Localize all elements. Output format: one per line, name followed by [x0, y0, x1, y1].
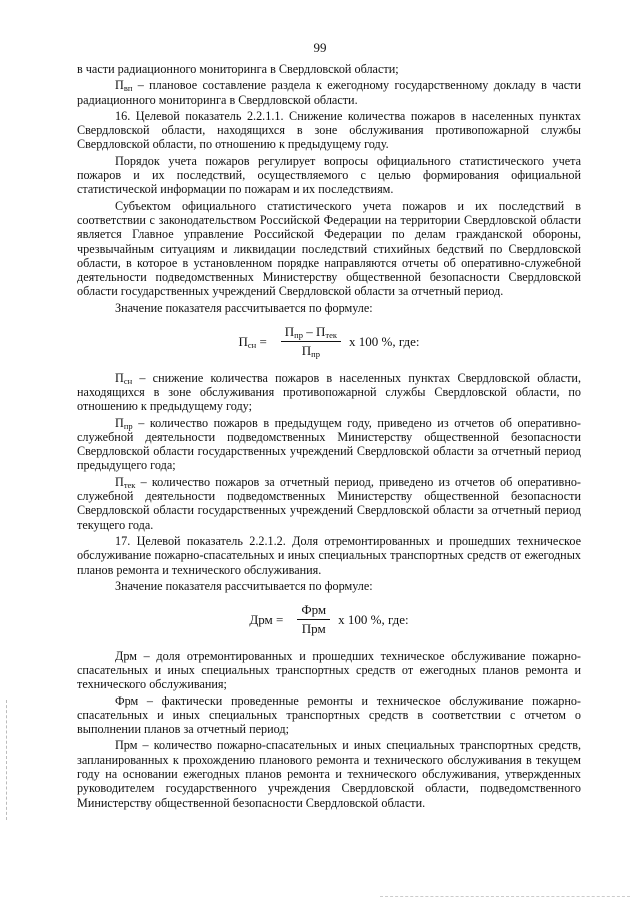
formula-1-numerator: [281, 325, 341, 342]
paragraph-1: в части радиационного мониторинга в Свердловской области;: [77, 62, 399, 76]
paragraph-9: [77, 475, 581, 532]
formula-1-lhs-sub: сн: [247, 339, 257, 350]
paragraph-2: [77, 78, 581, 107]
formula-2-tail: x 100 %, где:: [338, 611, 409, 627]
var-p-vp-sub: вп: [123, 83, 133, 94]
formula-2: [77, 603, 581, 637]
var-p-pr-sub: пр: [123, 420, 133, 431]
formula-2-fraction: [297, 603, 330, 637]
formula-2-lhs: Дрм =: [249, 611, 284, 627]
paragraph-14: Прм – количество пожарно-спасательных и иных специальных транспортных средств, запланированных к прохождению планового ремонта и технического обслуживания в текущем году на основании ежегодных планов ремонта и технического обслуживания, утвержденных руководителем государственного учреждения Свердловской области, подведомственного Министерству общественной безопасности Свердловской области.: [77, 738, 581, 810]
paragraph-8: [77, 416, 581, 473]
page-number: 99: [313, 40, 327, 55]
paragraph-7: [77, 371, 581, 414]
paragraph-5: Субъектом официального статистического учета пожаров и их последствий в соответствии с законодательством Российской Федерации на территории Свердловской области является Главное управление Российской Федерации по делам гражданской обороны, чрезвычайным ситуациям и ликвидации последствий стихийных бедствий по Свердловской области, в которое в установленном порядке направляются отчеты об оперативно-служебной деятельности подведомственных Министерству общественной безопасности Свердловской области государственных учреждений Свердловской области за отчетный период.: [77, 198, 581, 299]
formula-1-num-b-var: П: [315, 324, 326, 340]
document-body: [77, 62, 581, 812]
paragraph-3: 16. Целевой показатель 2.2.1.1. Снижение количества пожаров в населенных пунктах Свердловской области, находящихся в зоне обслуживания противопожарной службы Свердловской области, по отношению к предыдущему году.: [77, 108, 581, 152]
paragraph-4: Порядок учета пожаров регулирует вопросы официального статистического учета пожаров и их последствий, осуществляемого с целью формирования официальной статистической информации по пожарам и их последствиям.: [77, 153, 581, 197]
scan-edge-mark: [6, 700, 8, 820]
var-p-pr: П: [115, 415, 124, 430]
paragraph-12: Дрм – доля отремонтированных и прошедших техническое обслуживание пожарно-спасательных и иных специальных транспортных средств от ежегодных планов ремонта и технического обслуживания;: [77, 648, 581, 692]
formula-1-num-a-var: П: [284, 324, 295, 340]
paragraph-8-text: – количество пожаров в предыдущем году, приведено из отчетов об оперативно-служебной деятельности подведомственных Министерству общественной безопасности Свердловской области государственных учреждений Свердловской области за отчетный период предыдущего года;: [77, 415, 581, 473]
paragraph-10: 17. Целевой показатель 2.2.1.2. Доля отремонтированных и прошедших техническое обслуживание пожарно-спасательных и иных специальных транспортных средств от ежегодных планов ремонта и технического обслуживания.: [77, 533, 581, 577]
var-p-sn-sub: сн: [123, 375, 133, 386]
var-p-vp: П: [115, 78, 124, 93]
scan-bottom-mark: [380, 896, 630, 898]
formula-1-lhs: [238, 335, 266, 349]
formula-1-lhs-var: П: [238, 333, 248, 349]
paragraph-9-text: – количество пожаров за отчетный период, приведено из отчетов об оперативно-служебной деятельности подведомственных Министерству общественной безопасности Свердловской области государственных учреждений Свердловской области за отчетный период текущего года.: [77, 474, 581, 532]
paragraph-2-text: – плановое составление раздела к ежегодному государственному докладу в части радиационного мониторинга в Свердловской области.: [77, 78, 581, 107]
paragraph-7-text: – снижение количества пожаров в населенных пунктах Свердловской области, находящихся в зоне обслуживания противопожарной службы Свердловской области, по отношению к предыдущему году;: [77, 370, 581, 414]
paragraph-11: Значение показателя рассчитывается по формуле:: [115, 578, 373, 593]
formula-1: [77, 325, 581, 359]
formula-1-num-a-sub: пр: [294, 330, 303, 341]
paragraph-13: Фрм – фактически проведенные ремонты и техническое обслуживание пожарно-спасательных и иных специальных транспортных средств в соответствии с отчетом о выполнении планов за отчетный период;: [77, 693, 581, 737]
formula-1-fraction: [281, 325, 341, 359]
formula-1-eq: =: [259, 333, 267, 349]
formula-2-numerator: Фрм: [297, 603, 330, 620]
formula-1-den-sub: пр: [311, 349, 320, 360]
formula-1-den-var: П: [301, 343, 312, 359]
var-p-tek: П: [115, 474, 124, 489]
formula-1-num-b-sub: тек: [325, 330, 337, 341]
var-p-tek-sub: тек: [123, 479, 136, 490]
paragraph-6: Значение показателя рассчитывается по формуле:: [115, 300, 373, 315]
formula-2-denominator: Прм: [301, 621, 326, 637]
formula-1-denominator: [298, 342, 324, 358]
formula-1-minus: –: [302, 324, 316, 340]
formula-1-tail: x 100 %, где:: [349, 333, 420, 349]
var-p-sn: П: [115, 370, 124, 385]
